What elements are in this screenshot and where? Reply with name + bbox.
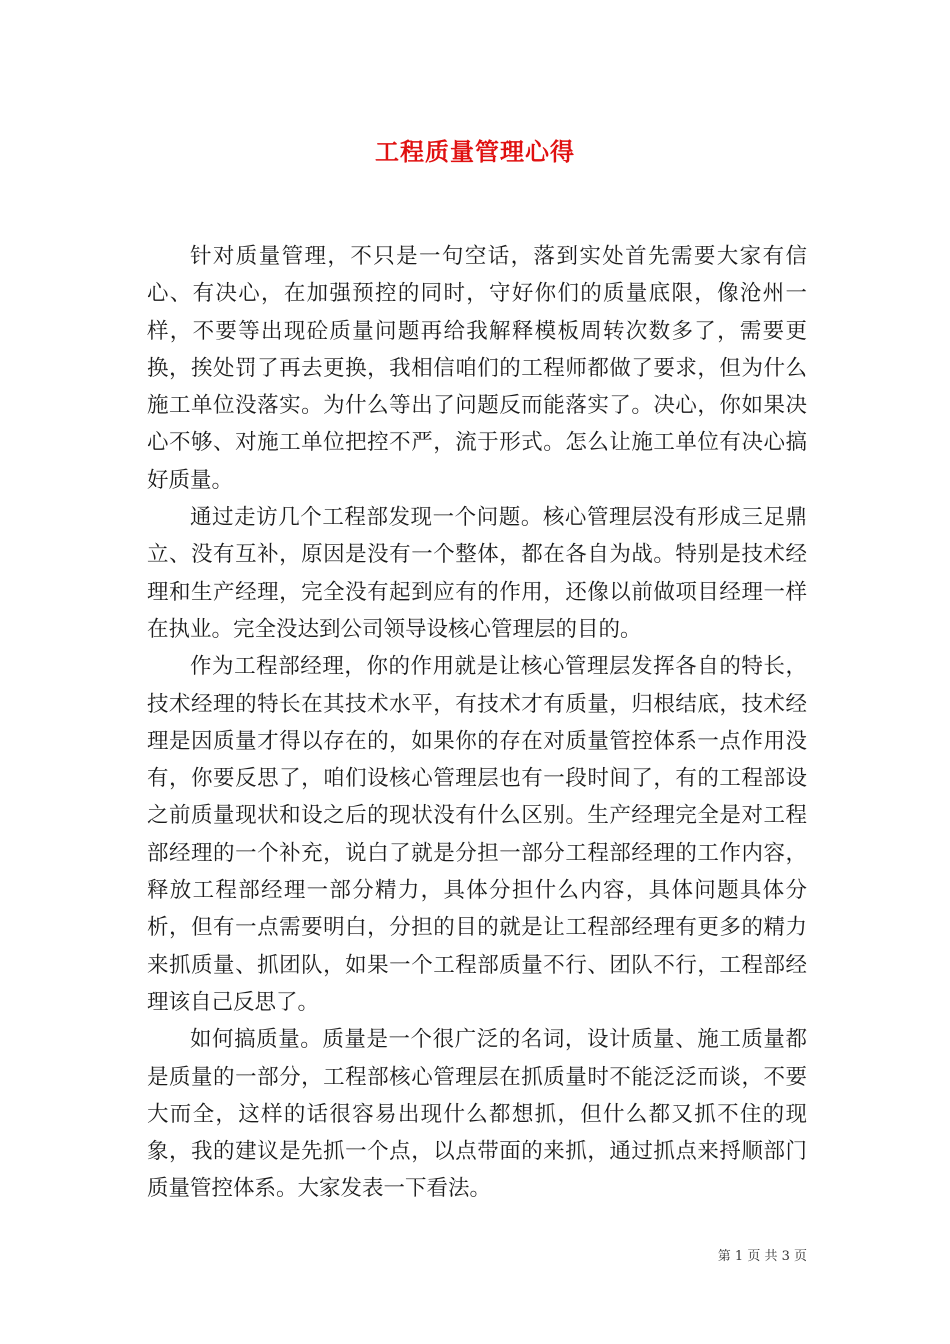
paragraph-3: 作为工程部经理，你的作用就是让核心管理层发挥各自的特长，技术经理的特长在其技术水平，有技术才有质量，归根结底，技术经理是因质量才得以存在的，如果你的存在对质量管控体系一点作用没有，你要反思了，咱们设核心管理层也有一段时间了，有的工程部设之前质量现状和设之后的现状没有什么区别。生产经理完全是对工程部经理的一个补充，说白了就是分担一部分工程部经理的工作内容，释放工程部经理一部分精力，具体分担什么内容，具体问题具体分析，但有一点需要明白，分担的目的就是让工程部经理有更多的精力来抓质量、抓团队，如果一个工程部质量不行、团队不行，工程部经理该自己反思了。	[147, 654, 807, 1015]
page-number-footer: 第 1 页 共 3 页	[717, 1249, 807, 1264]
paragraph-2: 通过走访几个工程部发现一个问题。核心管理层没有形成三足鼎立、没有互补，原因是没有一个整体，都在各自为战。特别是技术经理和生产经理，完全没有起到应有的作用，还像以前做项目经理一样在执业。完全没达到公司领导设核心管理层的目的。	[147, 505, 807, 642]
paragraph-4: 如何搞质量。质量是一个很广泛的名词，设计质量、施工质量都是质量的一部分，工程部核心管理层在抓质量时不能泛泛而谈，不要大而全，这样的话很容易出现什么都想抓，但什么都又抓不住的现象，我的建议是先抓一个点，以点带面的来抓，通过抓点来捋顺部门质量管控体系。大家发表一下看法。	[147, 1027, 807, 1202]
paragraph-1: 针对质量管理，不只是一句空话，落到实处首先需要大家有信心、有决心，在加强预控的同时，守好你们的质量底限，像沧州一样，不要等出现砼质量问题再给我解释模板周转次数多了，需要更换，挨处罚了再去更换，我相信咱们的工程师都做了要求，但为什么施工单位没落实。为什么等出了问题反而能落实了。决心，你如果决心不够、对施工单位把控不严，流于形式。怎么让施工单位有决心搞好质量。	[147, 244, 807, 493]
document-title: 工程质量管理心得	[375, 137, 575, 166]
document-body	[147, 238, 807, 1208]
